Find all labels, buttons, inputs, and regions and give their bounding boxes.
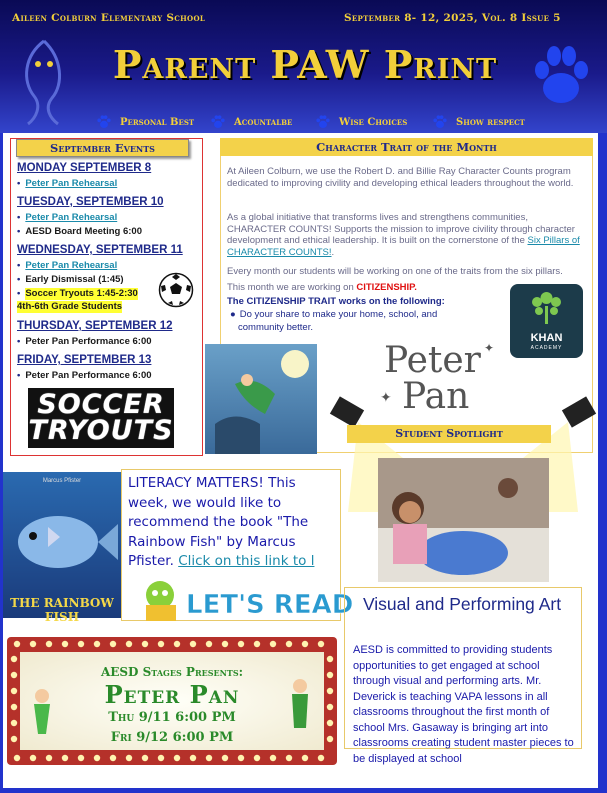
pillar-show-respect [432,114,525,130]
marquee-bulb [30,755,36,761]
marquee-bulb [11,688,17,694]
marquee-bulb [78,755,84,761]
trait-bullet: ● Do your share to make your home, school, and community better. [230,309,438,333]
marquee-bulb [14,641,20,647]
marquee-bulb [270,755,276,761]
svg-text:✦: ✦ [484,341,495,355]
character-paragraph: Every month our students will be working on one of the traits from the six pillars. This month we are working on CITIZENSHIP. [227,266,563,293]
marquee-bulb [11,720,17,726]
marquee-bulb [158,755,164,761]
marquee-line: Thu 9/11 6:00 PM [108,710,236,725]
event-day: TUESDAY, SEPTEMBER 10 [17,196,164,208]
paw-icon [315,114,331,130]
paw-icon [96,114,112,130]
marquee-bulb [222,641,228,647]
pillar-personal-best [96,114,194,130]
marquee-bulb [238,755,244,761]
marquee-bulb [62,755,68,761]
character-paragraph: As a global initiative that transforms lives and strengthens communities, CHARACTER COUNTS! Supports the mission to improve civility through character development and ethical leadership. It is built on the cornerstone of the Six Pillars of CHARACTER COUNTS!. [227,212,580,258]
event-item[interactable]: • Peter Pan Rehearsal [17,178,118,189]
marquee-bulb [174,641,180,647]
marquee-bulb [254,755,260,761]
lets-read-graphic [138,575,354,627]
marquee-bulb [327,720,333,726]
marquee-bulb [94,641,100,647]
soccer-ball-icon [158,272,194,308]
logo-word-peter: Peter [384,340,481,381]
event-item: • AESD Board Meeting 6:00 [17,226,142,237]
khan-text: KHAN [530,332,563,344]
marquee-bulb [206,755,212,761]
page-border [0,788,607,793]
marquee-bulb [206,641,212,647]
book-title: THE RAINBOW FISH [10,596,114,624]
marquee-bulb [174,755,180,761]
character-paragraph: At Aileen Colburn, we use the Robert D. and Billie Ray Character Counts program dedicated to improving civility and developing ethical leaders throughout the world. [227,166,574,189]
marquee-bulb [11,736,17,742]
six-pillars-link[interactable]: Six Pillars of CHARACTER COUNTS! [227,235,580,258]
paw-icon [210,114,226,130]
event-item[interactable]: • Peter Pan Rehearsal [17,212,118,223]
marquee-bulb [302,755,308,761]
event-item: • Early Dismissal (1:45) [17,274,124,285]
vapa-text: AESD is committed to providing students opportunities to get engaged at school through visual and performing arts. Mr. Deverick is teaching VAPA lessons in all classrooms throughout the first month of school Mrs. Gasaway is bringing art into classrooms creating student master pieces to be displayed at school [353,644,574,765]
marquee-bulb [238,641,244,647]
trait-line: The CITIZENSHIP TRAIT works on the following: [227,296,445,307]
marquee-bulb [62,641,68,647]
marquee-bulb [46,641,52,647]
marquee-bulb [11,704,17,710]
pillar-label: Wise Choices [339,116,408,128]
marquee-bulb [327,688,333,694]
book-author: Marcus Pfister [42,478,82,484]
lets-read-text: LET'S READ [186,590,354,620]
marquee-bulb [190,641,196,647]
newsletter-title: Parent PAW Print [112,42,498,87]
page-border [0,133,3,793]
soccer-tryouts-graphic: SOCCER TRYOUTS [28,389,174,446]
vapa-title: Visual and Performing Art [362,594,562,614]
marquee-bulb [318,755,324,761]
marquee-bulb [11,672,17,678]
marquee-bulb [30,641,36,647]
marquee-bulb [126,755,132,761]
marquee-line: AESD Stages Presents: [100,665,244,679]
event-item: • Soccer Tryouts 1:45-2:30 [17,288,138,299]
marquee-bulb [190,755,196,761]
marquee-bulb [286,641,292,647]
marquee-bulb [142,755,148,761]
issue-dateline: September 8- 12, 2025, Vol. 8 Issue 5 [344,12,561,24]
marquee-bulb [78,641,84,647]
pillar-label: Show respect [456,116,525,128]
marquee-bulb [327,672,333,678]
event-day: WEDNESDAY, SEPTEMBER 11 [17,244,183,256]
marquee-bulb [110,755,116,761]
svg-text:✦: ✦ [380,389,392,405]
event-item: • Peter Pan Performance 6:00 [17,336,152,347]
event-day: MONDAY SEPTEMBER 8 [17,162,152,174]
marquee-title: Peter Pan [104,680,240,709]
paw-icon [432,114,448,130]
marquee-bulb [142,641,148,647]
khan-subtext: ACADEMY [530,345,563,351]
book-link[interactable]: Click on this link to l [178,553,315,569]
panther-mascot-icon [14,36,74,126]
marquee-bulb [327,736,333,742]
peter-pan-illustration [205,344,317,454]
event-item: • Peter Pan Performance 6:00 [17,370,152,381]
event-item[interactable]: • Peter Pan Rehearsal [17,260,118,271]
student-spotlight-photo [378,458,549,582]
pillar-label: Personal Best [120,116,195,128]
marquee-bulb [302,641,308,647]
marquee-bulb [318,641,324,647]
marquee-bulb [11,656,17,662]
paw-icon [530,44,592,110]
logo-word-pan: Pan [402,376,470,417]
event-day: THURSDAY, SEPTEMBER 12 [17,320,173,332]
pillar-wise-choices [315,114,407,130]
marquee-bulb [14,755,20,761]
page-border [598,133,607,793]
trait-name: CITIZENSHIP. [356,282,417,293]
marquee-bulb [158,641,164,647]
literacy-text: LITERACY MATTERS! This week, we would like to recommend the book "The Rainbow Fish" by Marcus Pfister. Click on this link to l [128,475,315,569]
marquee-line: Fri 9/12 6:00 PM [110,730,234,745]
marquee-bulb [110,641,116,647]
marquee-bulb [126,641,132,647]
spotlight-heading: Student Spotlight [347,425,551,443]
pillar-label: Acountalbe [234,116,293,128]
character-heading: Character Trait of the Month [220,138,593,156]
event-item: 4th-6th Grade Students [17,301,123,312]
marquee-bulb [327,656,333,662]
pillar-accountable [210,114,292,130]
marquee-bulb [94,755,100,761]
marquee-bulb [222,755,228,761]
marquee-bulb [286,755,292,761]
marquee-bulb [327,704,333,710]
events-heading: September Events [16,139,189,157]
marquee-bulb [270,641,276,647]
event-day: FRIDAY, SEPTEMBER 13 [17,354,152,366]
marquee-bulb [46,755,52,761]
school-name: Aileen Colburn Elementary School [12,12,206,24]
marquee-bulb [254,641,260,647]
